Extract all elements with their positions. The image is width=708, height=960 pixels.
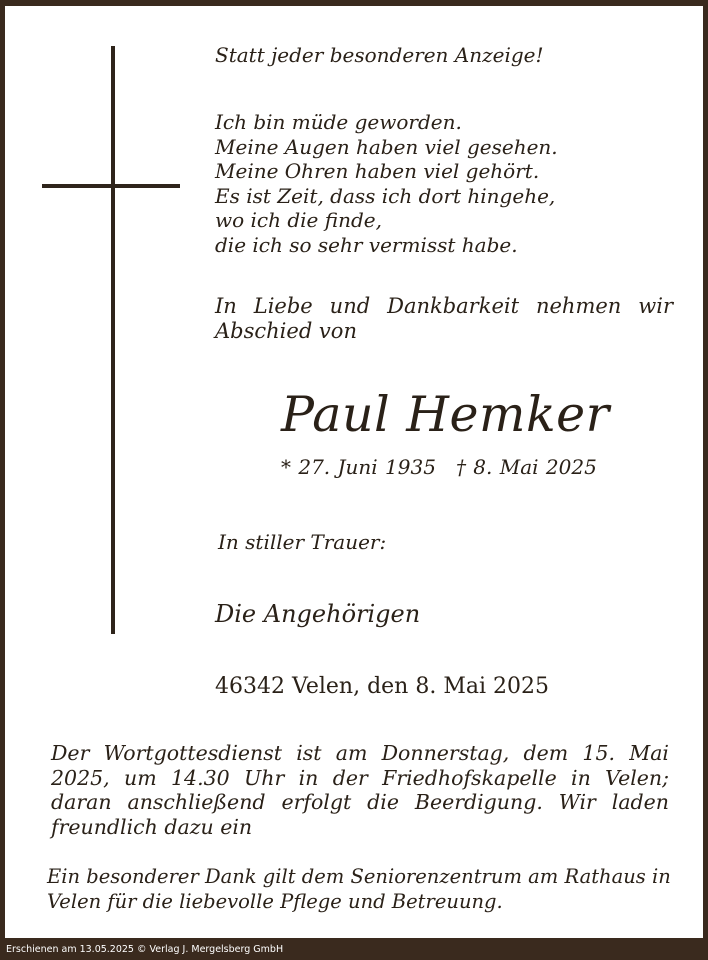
poem-line: wo ich die finde,	[215, 208, 382, 232]
place-date: 46342 Velen, den 8. Mai 2025	[215, 674, 549, 699]
obituary-notice	[5, 6, 703, 938]
cross-icon	[111, 46, 115, 634]
poem-line: Meine Ohren haben viel gehört.	[215, 159, 540, 183]
farewell-text: In Liebe und Dankbarkeit nehmen wir Abschied von	[215, 294, 673, 343]
intro-line: Statt jeder besonderen Anzeige!	[215, 43, 544, 67]
birth-date: * 27. Juni 1935	[281, 455, 436, 479]
death-date: † 8. Mai 2025	[455, 455, 597, 479]
poem-line: Meine Augen haben viel gesehen.	[215, 134, 558, 159]
publication-footer: Erschienen am 13.05.2025 © Verlag J. Mergelsberg GmbH	[6, 944, 284, 955]
deceased-name: Paul Hemker	[281, 386, 610, 443]
mourning-line: In stiller Trauer:	[218, 530, 387, 554]
cross-icon-bar	[42, 184, 180, 188]
poem-line: Es ist Zeit, dass ich dort hingehe,	[215, 183, 556, 208]
poem	[215, 110, 558, 257]
family-signature: Die Angehörigen	[215, 600, 421, 628]
poem-line: die ich so sehr vermisst habe.	[215, 232, 518, 257]
thanks-text: Ein besonderer Dank gilt dem Seniorenzentrum am Rathaus in Velen für die liebevolle Pflege und Betreuung.	[47, 865, 671, 913]
poem-line: Ich bin müde geworden.	[215, 110, 462, 134]
service-info: Der Wortgottesdienst ist am Donnerstag, dem 15. Mai 2025, um 14.30 Uhr in der Friedhofskapelle in Velen; daran anschließend erfolgt die Beerdigung. Wir laden freundlich dazu ein	[51, 741, 669, 839]
life-dates	[281, 455, 597, 479]
